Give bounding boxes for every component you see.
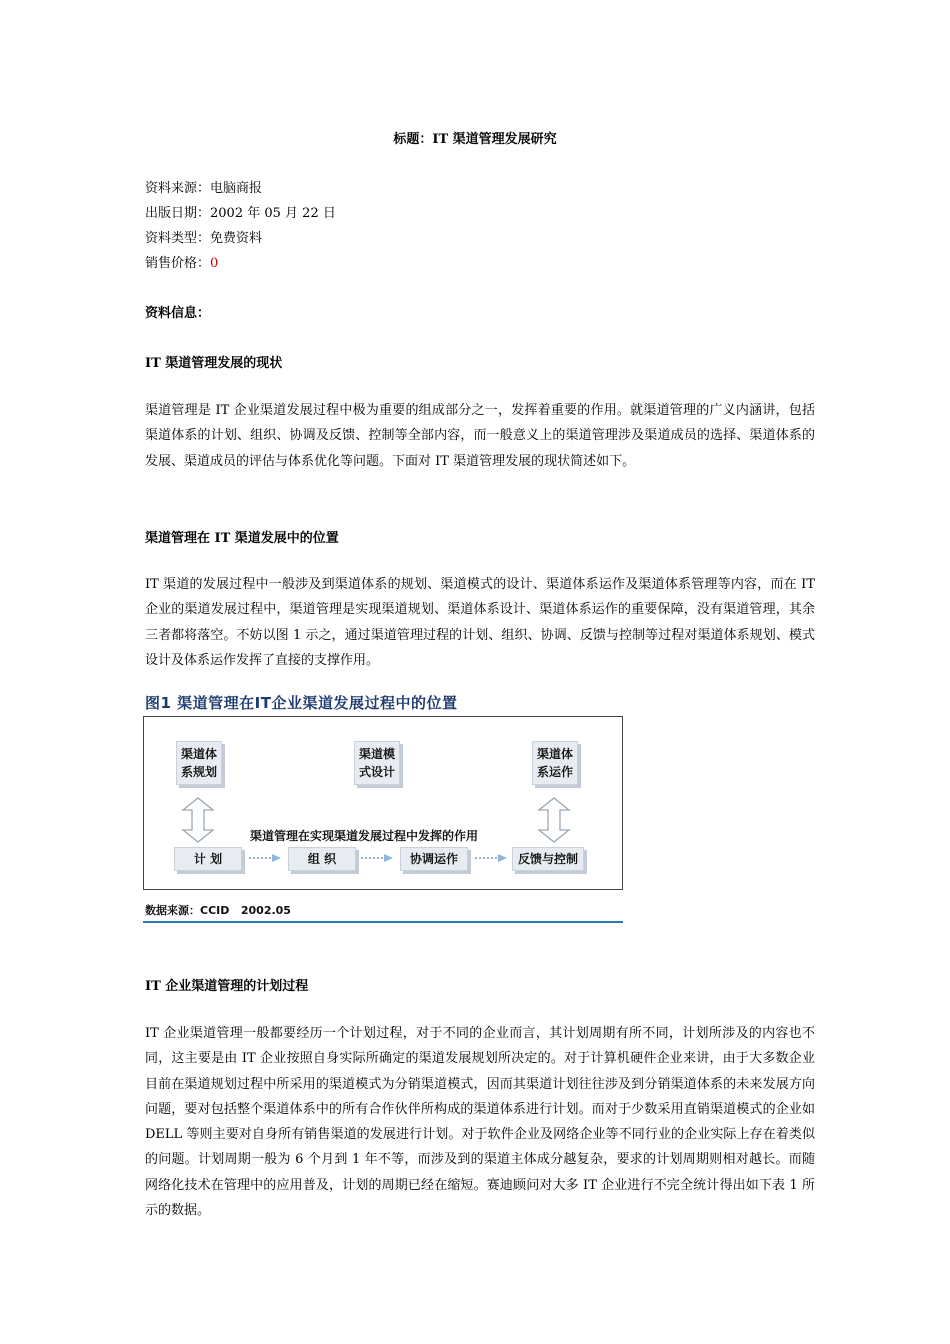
- node-line: 系运作: [536, 765, 573, 779]
- meta-price: [145, 251, 336, 276]
- node-channel-planning: [176, 741, 222, 785]
- node-line: 式设计: [358, 765, 395, 779]
- node-organize: [288, 847, 356, 871]
- meta-source-label: 资料来源：: [145, 181, 211, 196]
- section3-heading: IT 企业渠道管理的计划过程: [145, 979, 309, 994]
- node-system-operation: [532, 741, 578, 785]
- figure-frame: [143, 716, 623, 890]
- meta-date-value: 2002 年 05 月 22 日: [210, 206, 336, 221]
- role-label: 渠道管理在实现渠道发展过程中发挥的作用: [250, 829, 479, 843]
- section1-body: 渠道管理是 IT 企业渠道发展过程中极为重要的组成部分之一，发挥着重要的作用。就渠道管理的广义内涵讲，包括渠道体系的计划、组织、协调及反馈、控制等全部内容，而一般意义上的渠道管理涉及渠道成员的选择、渠道体系的发展、渠道成员的评估与体系优化等问题。下面对 IT 渠道管理发展的现状简述如下。: [145, 403, 815, 469]
- double-arrow-left-icon: [180, 797, 216, 843]
- section2-heading: 渠道管理在 IT 渠道发展中的位置: [145, 531, 339, 546]
- node-plan: [174, 847, 242, 871]
- section1-heading: IT 渠道管理发展的现状: [145, 356, 283, 371]
- node-line: 渠道体: [536, 747, 573, 761]
- figure-1: [143, 692, 625, 927]
- meta-type-value: 免费资料: [210, 231, 263, 246]
- section3-body: IT 企业渠道管理一般都要经历一个计划过程，对于不同的企业而言，其计划周期有所不同，计划所涉及的内容也不同，这主要是由 IT 企业按照自身实际所确定的渠道发展规划所决定的。对于计算机硬件企业来讲，由于大多数企业目前在渠道规划过程中所采用的渠道模式为分销渠道模式，因而其渠道计划往往涉及到分销渠道体系的未来发展方向问题，要对包括整个渠道体系中的所有合作伙伴所构成的渠道体系进行计划。而对于少数采用直销渠道模式的企业如 DELL 等则主要对自身所有销售渠道的发展进行计划。对于软件企业及网络企业等不同行业的企业实际上存在着类似的问题。计划周期一般为 6 个月到 1 年不等，而涉及到的渠道主体成分越复杂，要求的计划周期则相对越长。而随网络化技术在管理中的应用普及，计划的周期已经在缩短。赛迪顾问对大多 IT 企业进行不完全统计得出如下表 1 所示的数据。: [145, 1026, 815, 1219]
- meta-price-label: 销售价格：: [145, 256, 211, 271]
- node-text: 协调运作: [409, 852, 458, 866]
- node-feedback-control: [512, 847, 584, 871]
- meta-source-value: 电脑商报: [210, 181, 263, 196]
- dotted-arrow-1-icon: [248, 853, 282, 863]
- node-text: 反馈与控制: [517, 852, 578, 866]
- metadata-block: [145, 176, 336, 276]
- node-mode-design: [354, 741, 400, 785]
- figure-source: 数据来源：CCID 2002.05: [145, 904, 291, 917]
- double-arrow-right-icon: [536, 797, 572, 843]
- figure-rule: [143, 921, 623, 923]
- figure-title: 图1 渠道管理在IT企业渠道发展过程中的位置: [145, 694, 458, 712]
- dotted-arrow-2-icon: [360, 853, 394, 863]
- document-title: 标题：IT 渠道管理发展研究: [393, 132, 557, 147]
- node-text: 计 划: [193, 852, 223, 866]
- info-heading: 资料信息：: [145, 306, 211, 321]
- node-line: 系规划: [180, 765, 217, 779]
- meta-type: [145, 226, 336, 251]
- node-text: 组 织: [307, 852, 337, 866]
- node-line: 渠道体: [180, 747, 217, 761]
- meta-type-label: 资料类型：: [145, 231, 211, 246]
- node-line: 渠道模: [358, 747, 395, 761]
- meta-source: [145, 176, 336, 201]
- section2-body: IT 渠道的发展过程中一般涉及到渠道体系的规划、渠道模式的设计、渠道体系运作及渠道体系管理等内容，而在 IT 企业的渠道发展过程中，渠道管理是实现渠道规划、渠道体系设计、渠道体系运作的重要保障，没有渠道管理，其余三者都将落空。不妨以图 1 示之，通过渠道管理过程的计划、组织、协调、反馈与控制等过程对渠道体系规划、模式设计及体系运作发挥了直接的支撑作用。: [145, 577, 815, 668]
- meta-date-label: 出版日期：: [145, 206, 211, 221]
- meta-price-value: 0: [210, 256, 219, 271]
- dotted-arrow-3-icon: [474, 853, 508, 863]
- node-coordinate: [400, 847, 468, 871]
- meta-date: [145, 201, 336, 226]
